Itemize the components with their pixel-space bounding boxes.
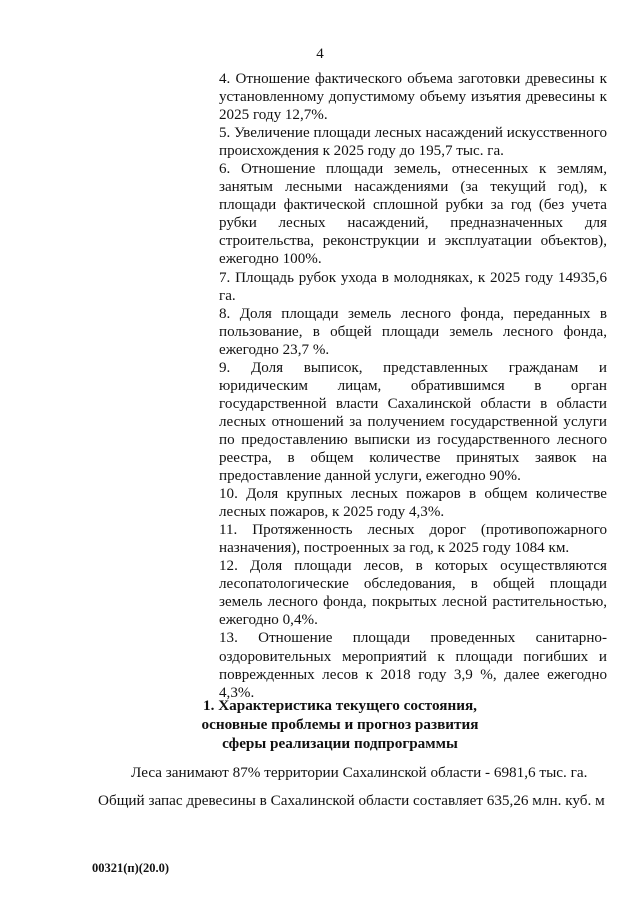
document-code: 00321(п)(20.0) bbox=[92, 861, 169, 875]
list-item: 9. Доля выписок, представленных гражданам и юридическим лицам, обратившимся в орган государственной власти Сахалинской области в области лесных отношений за получением государственной услуги по предоставлению выписки из государственного лесного реестра, в общем количестве принятых заявок на предоставление данной услуги, ежегодно 90%. bbox=[219, 359, 607, 485]
list-item: 4. Отношение фактического объема заготовки древесины к установленному допустимому объему изъятия древесины к 2025 году 12,7%. bbox=[219, 71, 607, 124]
section-heading-line: сферы реализации подпрограммы bbox=[222, 735, 458, 752]
list-item: 10. Доля крупных лесных пожаров в общем количестве лесных пожаров, к 2025 году 4,3%. bbox=[219, 486, 607, 521]
list-item: 8. Доля площади земель лесного фонда, переданных в пользование, в общей площади земель лесного фонда, ежегодно 23,7 %. bbox=[219, 305, 607, 358]
page-number: 4 bbox=[316, 46, 324, 62]
list-item: 5. Увеличение площади лесных насаждений искусственного происхождения к 2025 году до 195,7 тыс. га. bbox=[219, 125, 607, 160]
paragraph-forest-share: Леса занимают 87% территории Сахалинской области - 6981,6 тыс. га. bbox=[131, 764, 588, 781]
list-item: 13. Отношение площади проведенных санитарно-оздоровительных мероприятий к площади погибших и поврежденных лесов к 2018 году 3,9 %, далее ежегодно 4,3%. bbox=[219, 630, 607, 701]
list-item: 12. Доля площади лесов, в которых осуществляются лесопатологические обследования, в общей площади земель лесного фонда, покрытых лесной растительностью, ежегодно 0,4%. bbox=[219, 558, 607, 629]
list-item: 11. Протяженность лесных дорог (противопожарного назначения), построенных за год, к 2025 году 1084 км. bbox=[219, 522, 607, 557]
list-item: 7. Площадь рубок ухода в молодняках, к 2025 году 14935,6 га. bbox=[219, 269, 607, 304]
section-heading-line: основные проблемы и прогноз развития bbox=[201, 716, 479, 733]
indicator-list bbox=[219, 70, 607, 702]
section-heading-line: 1. Характеристика текущего состояния, bbox=[203, 697, 477, 714]
list-item: 6. Отношение площади земель, отнесенных к землям, занятым лесными насаждениями (за текущий год), к площади фактической сплошной рубки за год (без учета рубки лесных насаждений, предназначенных для строительства, реконструкции и эксплуатации объектов), ежегодно 100%. bbox=[219, 161, 607, 268]
paragraph-wood-stock: Общий запас древесины в Сахалинской области составляет 635,26 млн. куб. м bbox=[98, 792, 605, 809]
section-heading bbox=[120, 696, 560, 753]
